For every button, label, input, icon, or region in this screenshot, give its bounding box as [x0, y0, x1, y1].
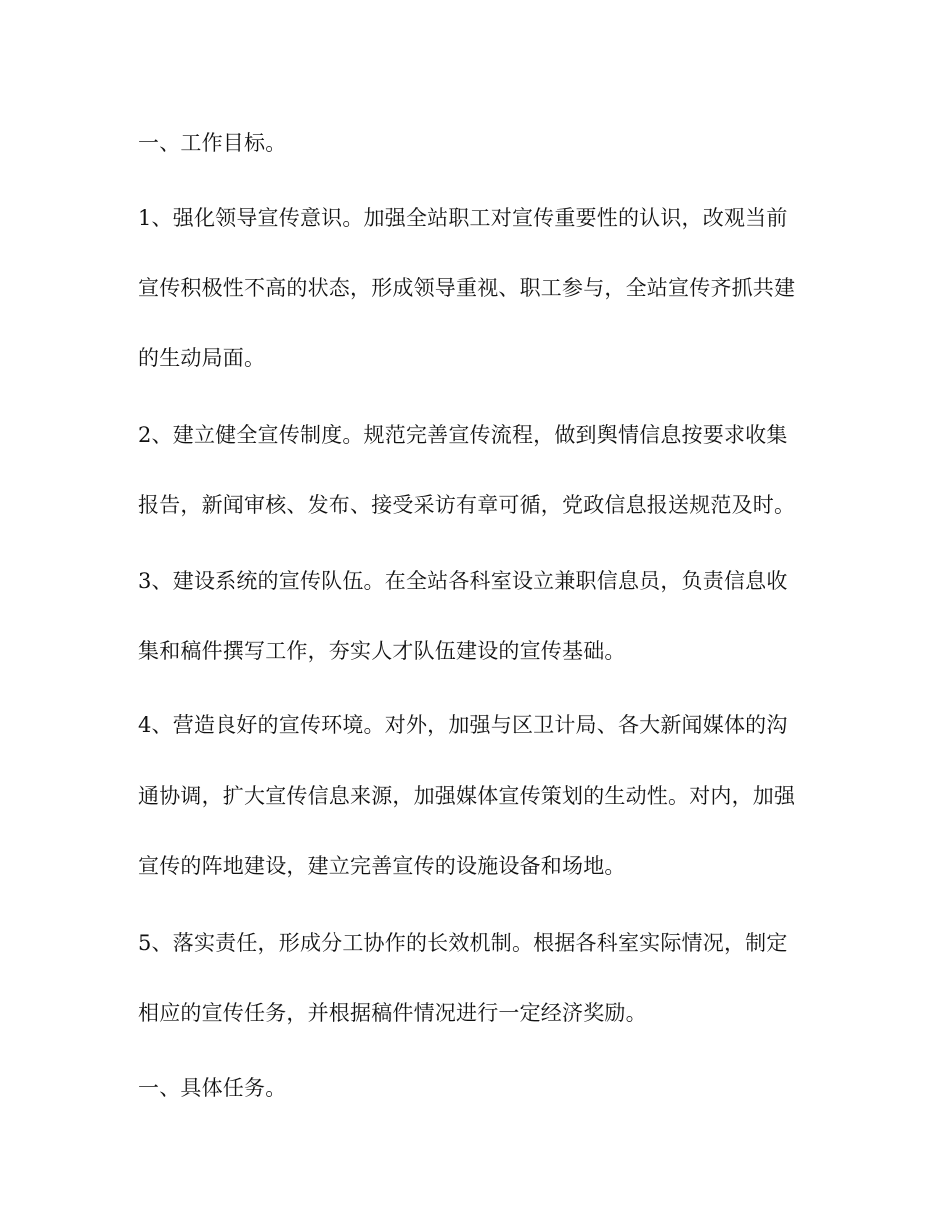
paragraph-line: 的生动局面。: [138, 346, 266, 370]
paragraph-line: 宣传积极性不高的状态，形成领导重视、职工参与，全站宣传齐抓共建: [138, 276, 796, 300]
paragraph-line: 报告，新闻审核、发布、接受采访有章可循，党政信息报送规范及时。: [138, 493, 796, 517]
section-heading-specific-tasks: 一、具体任务。: [138, 1076, 287, 1100]
section-heading-work-goals: 一、工作目标。: [138, 131, 287, 155]
paragraph-line: 5、落实责任，形成分工协作的长效机制。根据各科室实际情况，制定: [138, 931, 788, 955]
paragraph-line: 3、建设系统的宣传队伍。在全站各科室设立兼职信息员，负责信息收: [138, 569, 788, 593]
paragraph-line: 通协调，扩大宣传信息来源，加强媒体宣传策划的生动性。对内，加强: [138, 784, 796, 808]
paragraph-line: 相应的宣传任务，并根据稿件情况进行一定经济奖励。: [138, 1001, 647, 1025]
paragraph-line: 2、建立健全宣传制度。规范完善宣传流程，做到舆情信息按要求收集: [138, 423, 788, 447]
paragraph-line: 集和稿件撰写工作，夯实人才队伍建设的宣传基础。: [138, 639, 626, 663]
paragraph-line: 宣传的阵地建设，建立完善宣传的设施设备和场地。: [138, 854, 626, 878]
paragraph-line: 4、营造良好的宣传环境。对外，加强与区卫计局、各大新闻媒体的沟: [138, 713, 788, 737]
paragraph-line: 1、强化领导宣传意识。加强全站职工对宣传重要性的认识，改观当前: [138, 206, 788, 230]
